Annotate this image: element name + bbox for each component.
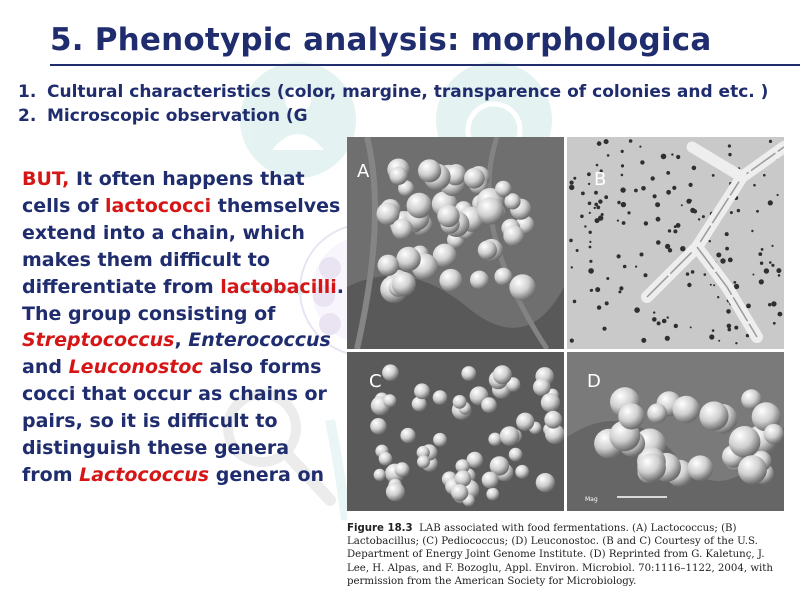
background-dot — [672, 186, 676, 190]
background-dot — [589, 246, 592, 249]
micrograph-panels — [347, 137, 784, 511]
background-dot — [621, 202, 626, 207]
background-dot — [728, 258, 733, 263]
background-dot — [617, 201, 620, 204]
background-dot — [691, 270, 695, 274]
coccus-cell — [392, 272, 416, 296]
coccus-cell — [433, 433, 447, 447]
background-dot — [712, 174, 715, 177]
coccus-cell — [687, 455, 713, 481]
coccus-cell — [433, 390, 448, 405]
coccus-cell — [470, 271, 489, 290]
background-dot — [619, 286, 623, 290]
background-dot — [617, 254, 621, 258]
background-dot — [594, 191, 598, 195]
background-dot — [763, 174, 766, 177]
background-dot — [656, 217, 661, 222]
background-dot — [629, 139, 633, 143]
but-word: BUT, — [22, 168, 70, 190]
point-text: Cultural characteristics (color, margine, transparence of colonies and etc. ) — [47, 82, 769, 102]
background-dot — [634, 189, 638, 193]
background-dot — [662, 319, 667, 324]
background-dot — [727, 324, 732, 329]
coccus-cell — [455, 470, 472, 487]
background-dot — [640, 160, 644, 164]
coccus-cell — [400, 428, 415, 443]
background-dot — [605, 301, 609, 305]
background-dot — [602, 327, 606, 331]
background-dot — [621, 150, 624, 153]
point-text: Microscopic observation (G — [47, 106, 308, 126]
background-dot — [716, 253, 721, 258]
background-dot — [712, 329, 715, 332]
background-dot — [709, 334, 714, 339]
coccus-cell — [500, 426, 520, 446]
figure-caption — [347, 522, 784, 588]
coccus-cell — [396, 247, 420, 271]
background-dot — [580, 215, 584, 219]
coccus-cell — [515, 465, 529, 479]
background-dot — [778, 312, 783, 317]
coccus-cell — [541, 393, 560, 412]
background-dot — [769, 261, 772, 264]
background-dot — [569, 239, 573, 243]
background-dot — [726, 309, 731, 314]
background-dot — [576, 249, 579, 252]
background-dot — [771, 301, 776, 306]
background-dot — [634, 307, 640, 313]
coccus-cell — [374, 469, 386, 481]
background-dot — [666, 190, 671, 195]
coccus-cell — [494, 268, 512, 286]
background-dot — [690, 208, 695, 213]
background-dot — [752, 274, 754, 276]
background-dot — [589, 212, 591, 214]
background-dot — [771, 264, 774, 267]
title-underline — [50, 64, 800, 66]
background-dot — [773, 322, 776, 325]
background-dot — [604, 139, 609, 144]
background-dot — [655, 202, 660, 207]
coccus-cell — [382, 364, 399, 381]
background-dot — [644, 221, 648, 225]
background-dot — [569, 185, 574, 190]
background-dot — [730, 211, 733, 214]
background-dot — [621, 164, 624, 167]
background-dot — [588, 183, 590, 185]
coccus-cell — [418, 159, 441, 182]
coccus-cell — [478, 241, 497, 260]
background-dot — [689, 199, 692, 202]
coccus-cell — [503, 225, 524, 246]
background-dot — [596, 164, 599, 167]
background-dot — [686, 272, 689, 275]
background-dot — [733, 281, 736, 284]
term-lactococci: lactococci — [105, 194, 212, 217]
term-leuconostoc: Leuconostoc — [68, 356, 203, 379]
background-dot — [680, 246, 685, 251]
body-text-run: genera on — [209, 463, 325, 486]
background-dot — [635, 266, 637, 268]
background-dot — [761, 248, 764, 251]
background-dot — [764, 268, 769, 273]
background-dot — [589, 231, 592, 234]
background-dot — [725, 247, 729, 251]
background-dot — [588, 202, 592, 206]
coccus-cell — [370, 418, 386, 434]
background-dot — [725, 232, 729, 236]
term-lactococcus: Lactococcus — [79, 463, 210, 486]
background-dot — [769, 140, 772, 143]
background-dot — [594, 207, 596, 209]
background-dot — [622, 221, 626, 225]
coccus-cell — [482, 472, 499, 489]
background-dot — [587, 172, 591, 176]
coccus-cell — [699, 401, 728, 430]
background-dot — [641, 338, 646, 343]
coccus-cell — [417, 455, 430, 468]
background-dot — [689, 183, 693, 187]
coccus-cell — [451, 484, 468, 501]
coccus-cell — [516, 413, 534, 431]
background-dot — [657, 321, 661, 325]
coccus-cell — [437, 205, 459, 227]
background-dot — [753, 184, 756, 187]
background-dot — [778, 274, 781, 277]
background-dot — [751, 230, 753, 232]
panel-b — [567, 137, 784, 349]
term-enterococcus: Enterococcus — [188, 329, 331, 352]
background-dot — [584, 225, 586, 227]
coccus-cell — [509, 448, 523, 462]
body-text-run: also forms cocci that occur as chains or pairs, so it is difficult to distinguish these genera from — [22, 356, 327, 486]
coccus-cell — [673, 396, 700, 423]
background-dot — [734, 326, 738, 330]
background-dot — [728, 144, 731, 147]
coccus-cell — [461, 366, 476, 381]
background-dot — [607, 154, 610, 157]
coccus-cell — [390, 167, 408, 185]
background-dot — [676, 223, 681, 228]
background-dot — [665, 336, 670, 341]
background-dot — [597, 305, 601, 309]
background-dot — [667, 316, 669, 318]
background-dot — [735, 342, 737, 344]
panel-label-a: A — [357, 161, 370, 182]
term-lactobacilli: lactobacilli — [220, 275, 337, 298]
panel-a — [347, 137, 564, 349]
point-microscopic — [18, 104, 798, 128]
background-dot — [623, 265, 627, 269]
background-dot — [641, 186, 646, 191]
background-dot — [604, 195, 608, 199]
background-dot — [601, 213, 604, 216]
background-dot — [661, 154, 667, 160]
background-dot — [720, 258, 725, 263]
coccus-cell — [414, 383, 430, 399]
background-dot — [594, 203, 598, 207]
background-dot — [589, 260, 592, 263]
coccus-cell — [386, 482, 405, 501]
coccus-cell — [764, 424, 784, 444]
panel-label-b: B — [594, 169, 607, 190]
background-dot — [640, 253, 644, 257]
panel-label-d: D — [587, 371, 601, 392]
panel-c — [347, 352, 565, 511]
background-dot — [639, 146, 641, 148]
background-dot — [596, 206, 600, 210]
coccus-cell — [407, 193, 432, 218]
coccus-cell — [379, 452, 393, 466]
background-dot — [728, 328, 732, 332]
background-dot — [709, 240, 711, 242]
background-dot — [704, 273, 707, 276]
body-paragraph — [22, 166, 344, 489]
background-dot — [597, 141, 602, 146]
coccus-cell — [509, 274, 535, 300]
coccus-cell — [477, 197, 504, 224]
background-dot — [710, 284, 712, 286]
coccus-cell — [439, 269, 462, 292]
background-dot — [759, 279, 764, 284]
coccus-cell — [618, 403, 644, 429]
coccus-cell — [738, 455, 767, 484]
background-dot — [777, 194, 779, 196]
background-dot — [653, 194, 657, 198]
background-dot — [571, 266, 573, 268]
background-dot — [617, 220, 619, 222]
background-dot — [595, 287, 600, 292]
coccus-cell — [392, 219, 413, 240]
scale-label: Mag — [585, 496, 598, 503]
body-text-run: and — [22, 356, 69, 379]
background-dot — [653, 311, 655, 313]
background-dot — [692, 166, 697, 171]
background-dot — [651, 176, 655, 180]
background-dot — [681, 204, 683, 206]
background-dot — [768, 303, 771, 306]
background-dot — [621, 174, 624, 177]
background-dot — [598, 215, 603, 220]
term-streptococcus: Streptococcus — [22, 329, 175, 352]
background-dot — [671, 153, 673, 155]
panel-label-c: C — [369, 371, 382, 392]
coccus-cell — [464, 168, 485, 189]
caption-label: Figure 18.3 — [347, 523, 413, 534]
background-dot — [756, 210, 759, 213]
point-cultural — [18, 80, 798, 104]
point-list — [18, 80, 798, 128]
background-dot — [717, 296, 719, 298]
background-dot — [644, 273, 648, 277]
background-dot — [573, 177, 576, 180]
body-text-run: It often happens that cells of — [22, 168, 305, 217]
background-dot — [702, 215, 705, 218]
micrograph-figure — [347, 137, 784, 592]
background-dot — [573, 300, 577, 304]
background-dot — [676, 155, 680, 159]
slide-title: 5. Phenotypic analysis: morphologica — [50, 22, 712, 58]
background-dot — [713, 284, 715, 286]
coccus-cell — [729, 426, 761, 458]
background-dot — [737, 209, 740, 212]
body-text-run: , — [174, 329, 189, 352]
background-dot — [746, 304, 751, 309]
panel-d — [567, 352, 784, 511]
background-dot — [606, 277, 609, 280]
background-dot — [627, 211, 630, 214]
background-dot — [776, 268, 781, 273]
coccus-cell — [493, 365, 512, 384]
background-dot — [656, 240, 661, 245]
coccus-cell — [637, 453, 666, 482]
background-dot — [668, 248, 672, 252]
background-dot — [588, 268, 594, 274]
background-dot — [698, 218, 700, 220]
background-dot — [620, 187, 625, 192]
coccus-cell — [486, 488, 499, 501]
coccus-cell — [495, 181, 511, 197]
coccus-cell — [453, 395, 467, 409]
coccus-cell — [395, 462, 410, 477]
background-dot — [570, 181, 574, 185]
background-dot — [668, 229, 671, 232]
coccus-cell — [536, 473, 555, 492]
body-text-run: . The group consisting of — [22, 275, 344, 325]
coccus-cell — [544, 411, 562, 429]
background-dot — [652, 317, 657, 322]
background-dot — [690, 326, 692, 328]
background-dot — [771, 245, 773, 247]
background-dot — [760, 262, 763, 265]
coccus-cell — [488, 433, 501, 446]
background-dot — [666, 171, 670, 175]
point-number: 2. — [18, 106, 37, 126]
background-dot — [581, 192, 585, 196]
background-dot — [598, 199, 602, 203]
caption-text: LAB associated with food fermentations. (A) Lactococcus; (B) Lactobacillus; (C) Pediococcus; (D) Leuconostoc. (B and C) Courtesy of the U.S. Department of Energy Joint Genome Institute. (D) Reprinted from G. Kaletunç, J. Lee, H. Alpas, and F. Bozoglu, Appl. Environ. Microbiol. 70:1116–1122, 2004, with permission from the American Society for Microbiology. — [347, 523, 773, 587]
coccus-cell — [383, 394, 396, 407]
background-dot — [687, 283, 691, 287]
background-dot — [618, 290, 621, 293]
background-dot — [728, 153, 731, 156]
coccus-cell — [378, 255, 399, 276]
body-text-run: themselves extend into a chain, which makes them difficult to differentiate from — [22, 194, 341, 298]
background-dot — [758, 252, 762, 256]
background-dot — [718, 340, 720, 342]
coccus-cell — [481, 397, 497, 413]
coccus-cell — [647, 403, 667, 423]
point-number: 1. — [18, 82, 37, 102]
background-dot — [673, 229, 677, 233]
background-dot — [674, 324, 678, 328]
background-dot — [768, 200, 773, 205]
background-dot — [590, 289, 593, 292]
background-dot — [589, 241, 591, 243]
background-dot — [570, 339, 574, 343]
